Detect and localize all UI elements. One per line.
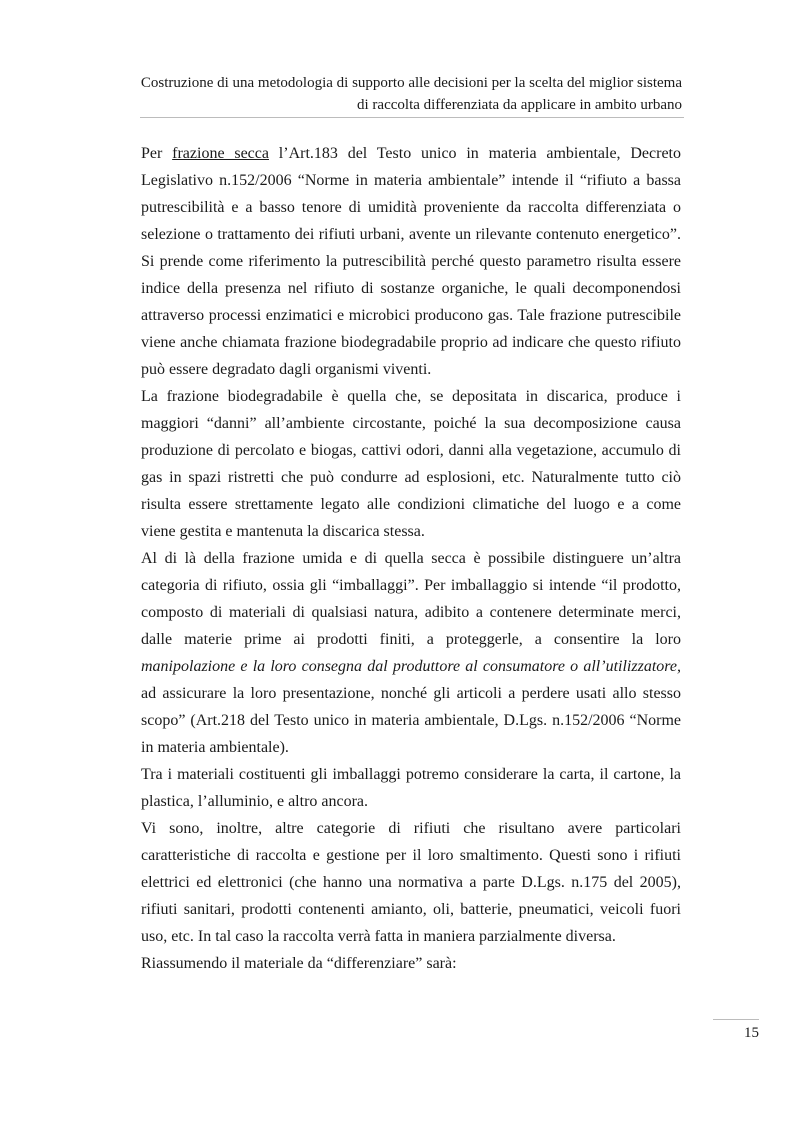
paragraph-materiali: Tra i materiali costituenti gli imballaggi potremo considerare la carta, il cartone, la plastica, l’alluminio, e altro ancora. <box>141 766 681 810</box>
header-divider <box>140 117 684 118</box>
italic-quote: manipolazione e la loro consegna dal produttore al consumatore o all’utilizzatore, <box>141 658 681 675</box>
paragraph-frazione-biodegradabile: La frazione biodegradabile è quella che, se depositata in discarica, produce i maggiori “danni” all’ambiente circostante, poiché la sua decomposizione causa produzione di percolato e biogas, cattivi odori, danni alla vegetazione, accumulo di gas in spazi ristretti che può condurre ad esplosioni, etc. Naturalmente tutto ciò risulta essere strettamente legato alle condizioni climatiche del luogo e a come viene gestita e mantenuta la discarica stessa. <box>141 388 681 540</box>
paragraph-riassumendo: Riassumendo il materiale da “differenziare” sarà: <box>141 955 457 972</box>
running-header-line-2: di raccolta differenziata da applicare in ambito urbano <box>357 97 682 113</box>
paragraph-imballaggi <box>141 545 681 761</box>
footer-divider <box>713 1019 759 1020</box>
paragraph-lead: Per <box>141 145 173 162</box>
body-text <box>141 140 681 977</box>
paragraph-frazione-secca <box>141 140 681 383</box>
paragraph-text: l’Art.183 del Testo unico in materia ambientale, Decreto Legislativo n.152/2006 “Norme in materia ambientale” intende il “rifiuto a bassa putrescibilità e a basso tenore di umidità proveniente da raccolta differenziata o selezione o trattamento dei rifiuti urbani, avente un rilevante contenuto energetico”. Si prende come riferimento la putrescibilità perché questo parametro risulta essere indice della presenza nel rifiuto di sostanze organiche, le quali decomponendosi attraverso processi enzimatici e microbici producono gas. Tale frazione putrescibile viene anche chiamata frazione biodegradabile proprio ad indicare che questo rifiuto può essere degradato dagli organismi viventi. <box>141 145 681 378</box>
running-header-line-1: Costruzione di una metodologia di supporto alle decisioni per la scelta del miglior sistema <box>140 75 682 91</box>
paragraph-text: ad assicurare la loro presentazione, nonché gli articoli a perdere usati allo stesso scopo” (Art.218 del Testo unico in materia ambientale, D.Lgs. n.152/2006 “Norme in materia ambientale). <box>141 685 681 756</box>
page-number: 15 <box>744 1025 759 1041</box>
underlined-term: frazione secca <box>172 145 269 162</box>
paragraph-text: Al di là della frazione umida e di quella secca è possibile distinguere un’altra categoria di rifiuto, ossia gli “imballaggi”. Per imballaggio si intende “il prodotto, composto di materiali di qualsiasi natura, adibito a contenere determinate merci, dalle materie prime ai prodotti finiti, a proteggerle, a consentire la loro <box>141 550 681 648</box>
running-header <box>120 72 682 116</box>
paragraph-altre-categorie: Vi sono, inoltre, altre categorie di rifiuti che risultano avere particolari caratteristiche di raccolta e gestione per il loro smaltimento. Questi sono i rifiuti elettrici ed elettronici (che hanno una normativa a parte D.Lgs. n.175 del 2005), rifiuti sanitari, prodotti contenenti amianto, oli, batterie, pneumatici, veicoli fuori uso, etc. In tal caso la raccolta verrà fatta in maniera parzialmente diversa. <box>141 820 681 945</box>
